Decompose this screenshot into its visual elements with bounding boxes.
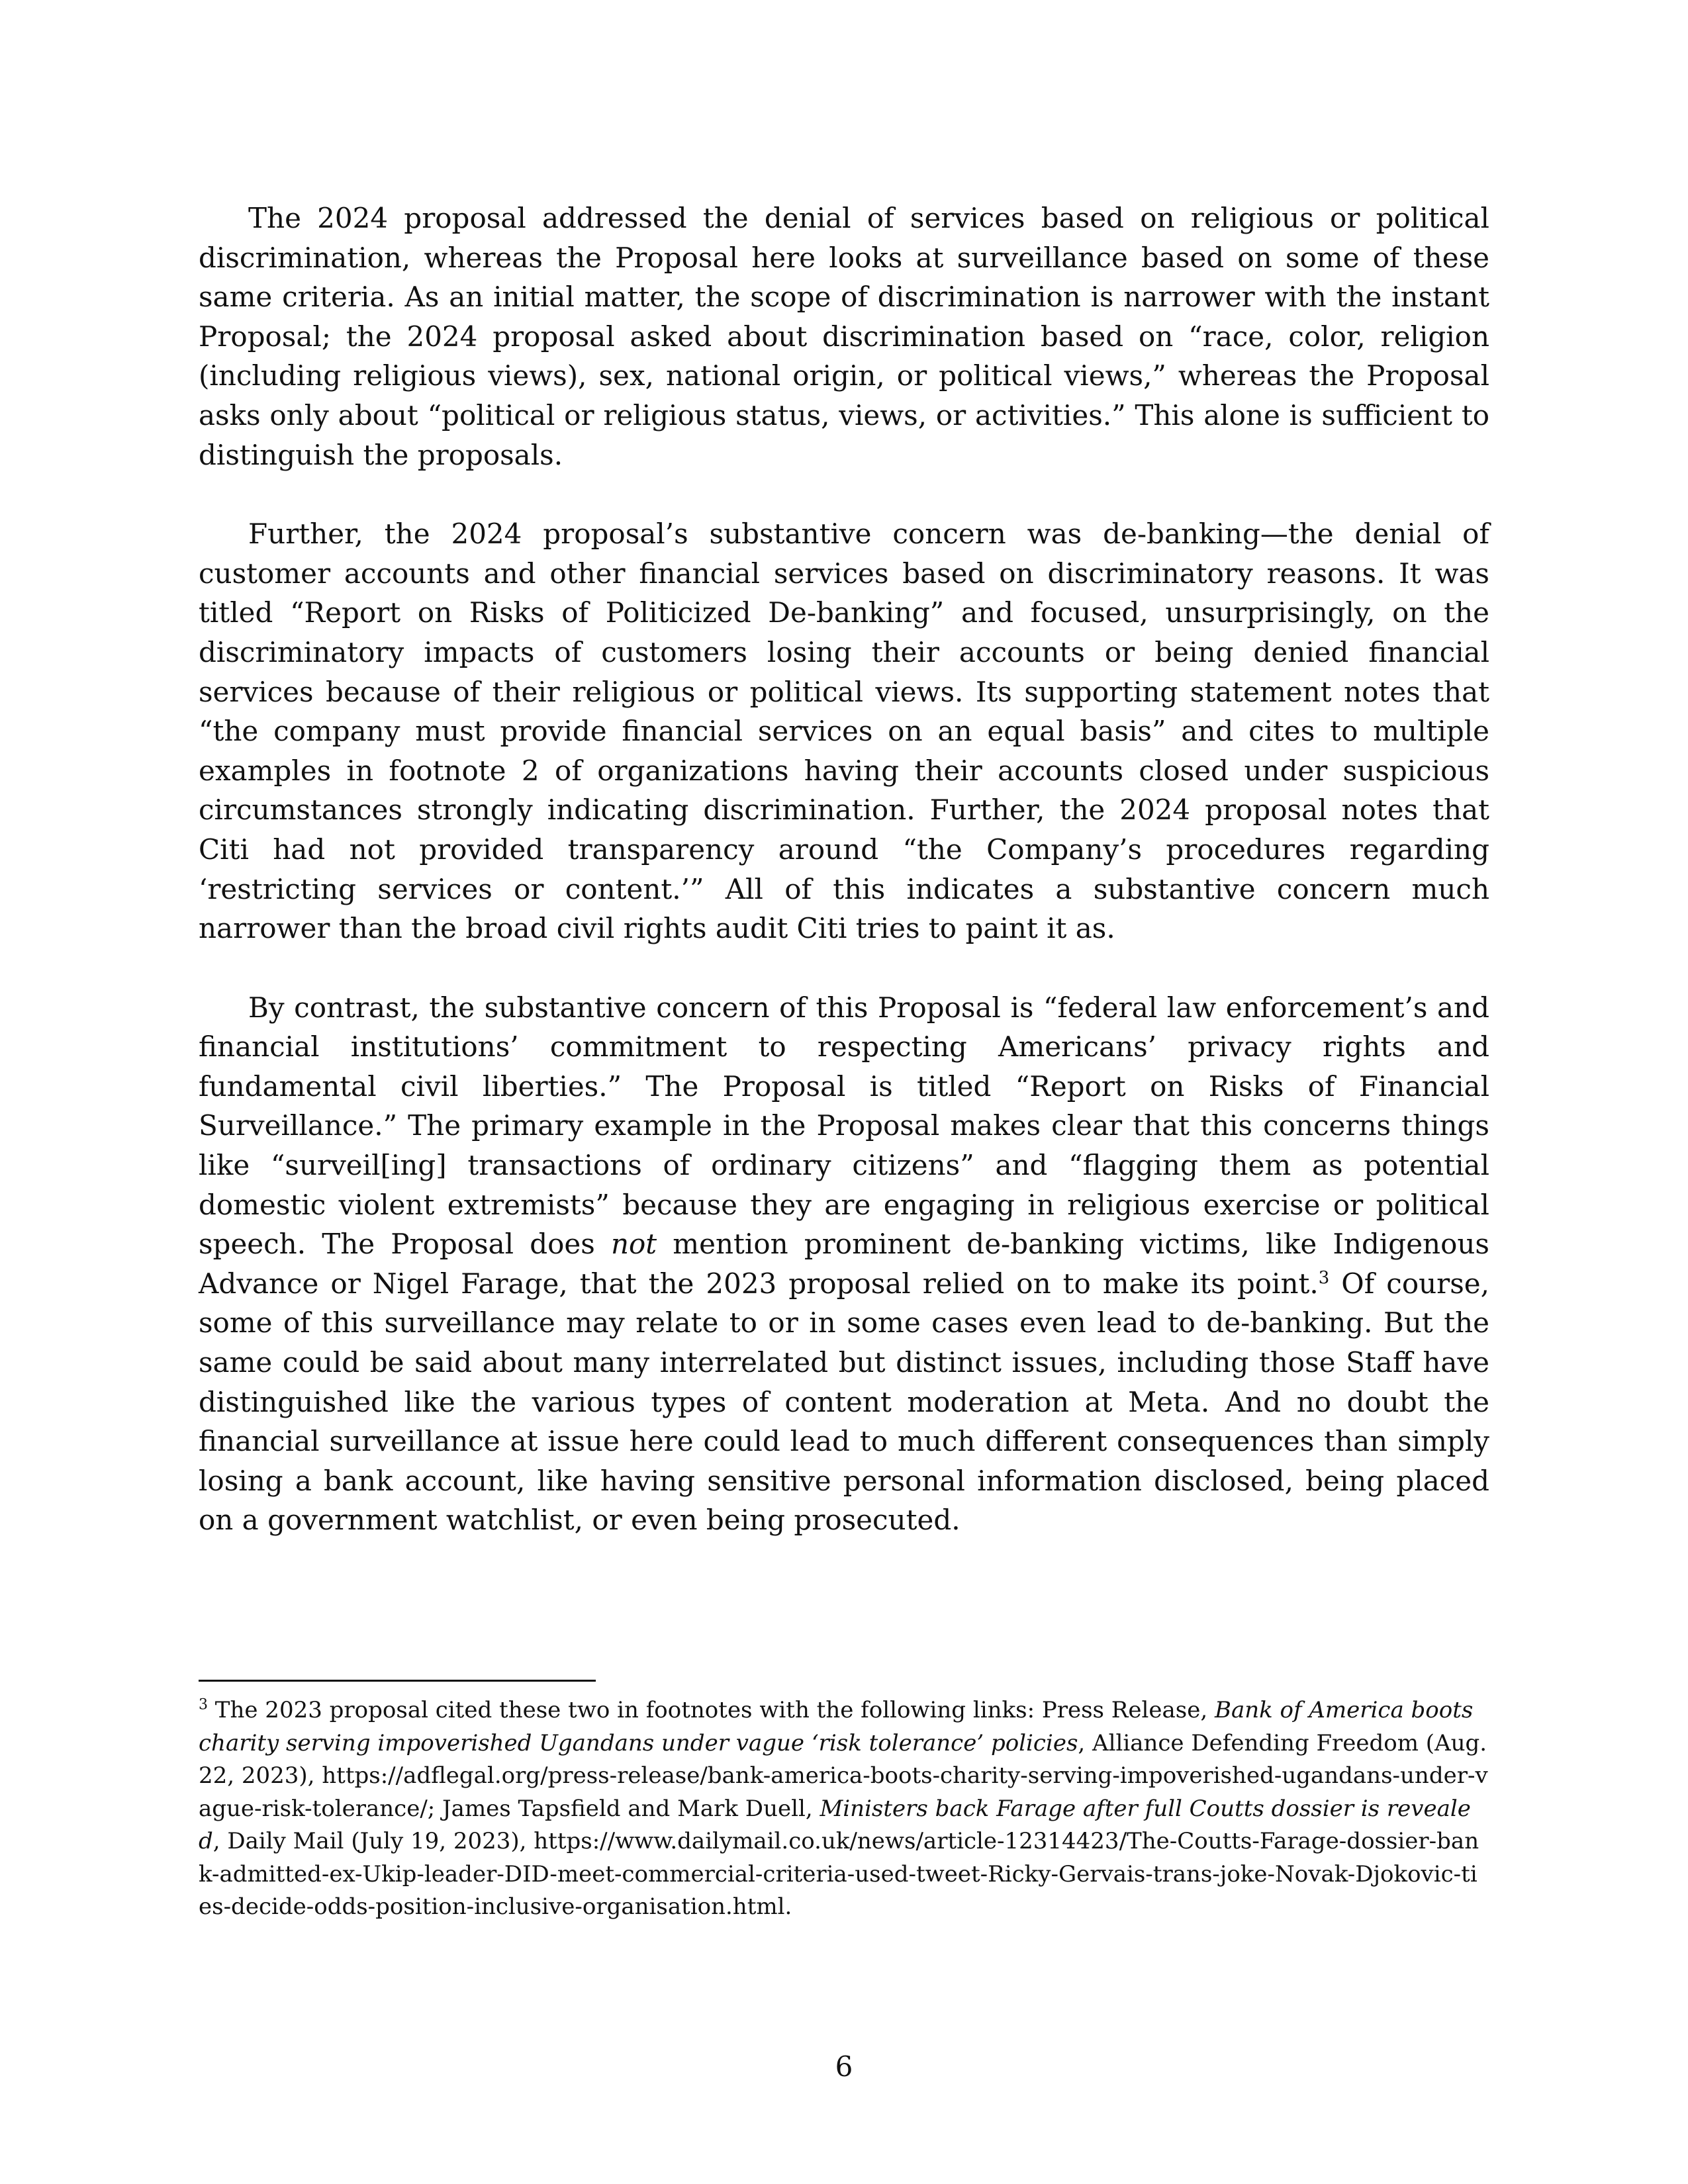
page-number: 6 — [835, 2050, 853, 2083]
paragraph-2-text: Further, the 2024 proposal’s substantive concern was de-banking—the denial of customer accounts and other financial services based on discriminatory reasons. It was titled “Report on Risks of Politicized De-banking” and focused, unsurprisingly, on the discriminatory impacts of customers losing their accounts or being denied financial services because of their religious or political views. Its supporting statement notes that “the company must provide financial services on an equal basis” and cites to multiple examples in footnote 2 of organizations having their accounts closed under suspicious circumstances strongly indicating discrimination. Further, the 2024 proposal notes that Citi had not provided transparency around “the Company’s procedures regarding ‘restricting services or content.’” All of this indicates a substantive concern much narrower than the broad civil rights audit Citi tries to paint it as. — [199, 518, 1489, 945]
footnote-separator — [199, 1680, 596, 1682]
footnote-text-b: , Alliance Defending Freedom (Aug. 22, 2023), https://adflegal.org/press-release/bank-america-boots-charity-serving-impoverished-ugandans-under-vague-risk-tolerance/; James Tapsfield and Mark Duell, — [199, 1729, 1488, 1822]
paragraph-3 — [199, 988, 1489, 1540]
paragraph-1-text: The 2024 proposal addressed the denial of services based on religious or political discrimination, whereas the Proposal here looks at surveillance based on some of these same criteria. As an initial matter, the scope of discrimination is narrower with the instant Proposal; the 2024 proposal asked about discrimination based on “race, color, religion (including religious views), sex, national origin, or political views,” whereas the Proposal asks only about “political or religious status, views, or activities.” This alone is sufficient to distinguish the proposals. — [199, 202, 1489, 471]
footnote-title-1: Bank of America boots charity serving impoverished Ugandans under vague ‘risk tolerance’ policies — [199, 1697, 1474, 1756]
paragraph-2 — [199, 514, 1489, 948]
paragraph-3-text-c: Of course, some of this surveillance may relate to or in some cases even lead to de-banking. But the same could be said about many interrelated but distinct issues, including those Staff have distinguished like the various types of content moderation at Meta. And no doubt the financial surveillance at issue here could lead to much different consequences than simply losing a bank account, like having sensitive personal information disclosed, being placed on a government watchlist, or even being prosecuted. — [199, 1267, 1489, 1537]
footnote-text-c: , Daily Mail (July 19, 2023), https://www.dailymail.co.uk/news/article-12314423/The-Coutts-Farage-dossier-bank-admitted-ex-Ukip-leader-DID-meet-commercial-criteria-used-tweet-Ricky-Gervais-trans-joke-Novak-Djokovic-ties-decide-odds-position-inclusive-organisation.html. — [199, 1828, 1479, 1920]
footnote-reference-3[interactable]: 3 — [1318, 1267, 1330, 1288]
footnote-title-2: Ministers back Farage after full Coutts dossier is revealed — [199, 1795, 1471, 1854]
paragraph-3-emphasis: not — [610, 1228, 657, 1261]
footnote-3 — [199, 1694, 1489, 1924]
footnote-text-a: The 2023 proposal cited these two in footnotes with the following links: Press Release, — [208, 1697, 1215, 1723]
paragraph-3-text-a: By contrast, the substantive concern of this Proposal is “federal law enforcement’s and financial institutions’ commitment to respecting Americans’ privacy rights and fundamental civil liberties.” The Proposal is titled “Report on Risks of Financial Surveillance.” The primary example in the Proposal makes clear that this concerns things like “surveil[ing] transactions of ordinary citizens” and “flagging them as potential domestic violent extremists” because they are engaging in religious exercise or political speech. The Proposal does — [199, 991, 1489, 1261]
paragraph-1 — [199, 199, 1489, 475]
footnote-number: 3 — [199, 1696, 208, 1713]
paragraph-3-text-b: mention prominent de-banking victims, like Indigenous Advance or Nigel Farage, that the 2023 proposal relied on to make its point. — [199, 1228, 1489, 1300]
body-text — [199, 199, 1489, 1540]
